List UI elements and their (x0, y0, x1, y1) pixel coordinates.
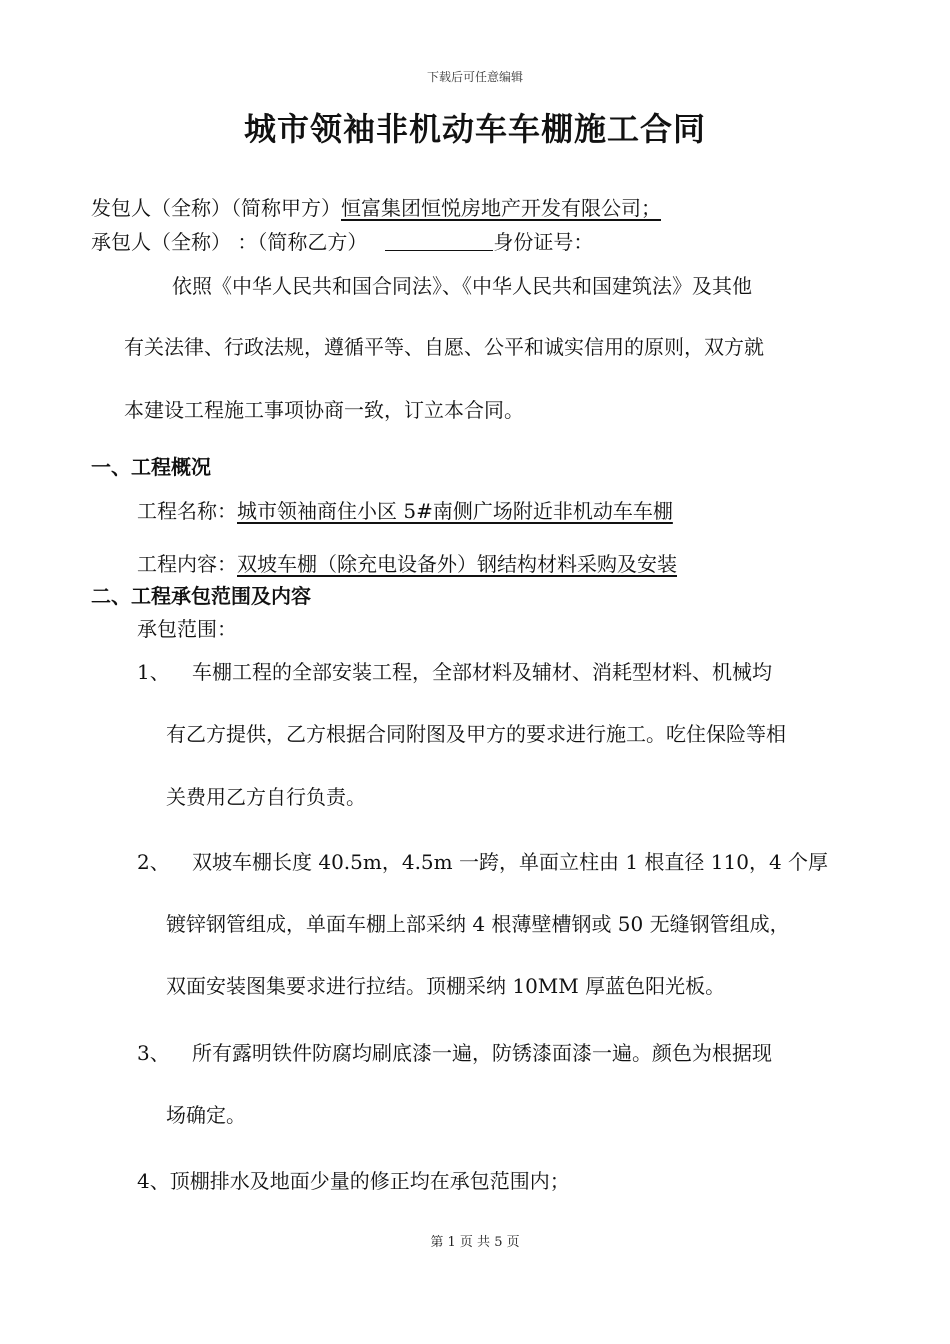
project-content-value: 双坡车棚（除充电设备外）钢结构材料采购及安装 (237, 552, 677, 576)
item-1-number: 1、 (137, 660, 170, 684)
item-2-line-3: 双面安装图集要求进行拉结。顶棚采纳 10MM 厚蓝色阳光板。 (166, 974, 726, 998)
project-name-value: 城市领袖商住小区 5#南侧广场附近非机动车车棚 (237, 499, 673, 523)
intro-line-3: 本建设工程施工事项协商一致，订立本合同。 (124, 398, 524, 422)
party-b-line (91, 226, 593, 255)
intro-line-2: 有关法律、行政法规，遵循平等、自愿、公平和诚实信用的原则，双方就 (124, 335, 764, 359)
party-a-name: 恒富集团恒悦房地产开发有限公司； (341, 196, 661, 220)
section1-heading: 一、工程概况 (91, 455, 211, 479)
project-content-line (137, 548, 677, 577)
party-a-line (91, 192, 661, 221)
item-2-line-1: 双坡车棚长度 40.5m，4.5m 一跨，单面立柱由 1 根直径 110，4 个厚 (192, 850, 829, 874)
item-4-text: 4、顶棚排水及地面少量的修正均在承包范围内； (137, 1169, 570, 1193)
item-3-number: 3、 (137, 1041, 170, 1065)
intro-line-1: 依照《中华人民共和国合同法》、《中华人民共和国建筑法》及其他 (172, 274, 752, 298)
section2-heading: 二、工程承包范围及内容 (91, 584, 311, 608)
party-b-label: 承包人（全称） ：（简称乙方） (91, 230, 368, 254)
item-1-line-1: 车棚工程的全部安装工程，全部材料及辅材、消耗型材料、机械均 (192, 660, 772, 684)
project-name-label: 工程名称： (137, 499, 237, 523)
party-b-name-blank (385, 232, 493, 251)
party-a-label: 发包人（全称）（简称甲方） (91, 196, 341, 220)
project-name-line (137, 495, 673, 524)
party-b-id-label: 身份证号： (493, 230, 594, 254)
project-content-label: 工程内容： (137, 552, 237, 576)
page-footer: 第 1 页 共 5 页 (430, 1235, 520, 1250)
item-2-number: 2、 (137, 850, 170, 874)
item-1-line-3: 关费用乙方自行负责。 (166, 785, 366, 809)
item-1-line-2: 有乙方提供，乙方根据合同附图及甲方的要求进行施工。吃住保险等相 (166, 722, 786, 746)
header-note: 下载后可任意编辑 (426, 70, 523, 84)
contract-title: 城市领袖非机动车车棚施工合同 (243, 110, 706, 148)
item-3-line-1: 所有露明铁件防腐均刷底漆一遍，防锈漆面漆一遍。颜色为根据现 (192, 1041, 772, 1065)
scope-label: 承包范围： (137, 617, 237, 641)
item-2-line-2: 镀锌钢管组成，单面车棚上部采纳 4 根薄壁槽钢或 50 无缝钢管组成， (166, 912, 790, 936)
item-3-line-2: 场确定。 (166, 1103, 246, 1127)
